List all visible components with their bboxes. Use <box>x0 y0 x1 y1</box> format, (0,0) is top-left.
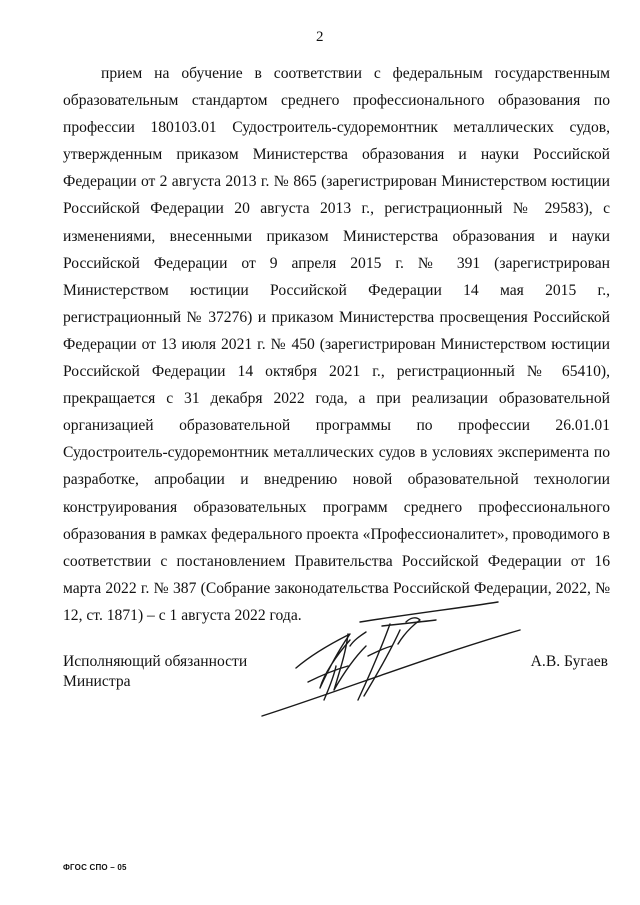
signatory-title-line2: Министра <box>63 673 131 690</box>
body-text <box>63 60 610 629</box>
handwritten-signature-icon <box>250 596 530 721</box>
footer-code: ФГОС СПО – 05 <box>63 863 127 872</box>
signatory-title <box>63 652 247 692</box>
signatory-title-line1: Исполняющий обязанности <box>63 653 248 670</box>
main-paragraph: прием на обучение в соответствии с федеральным государственным образовательным стандартом среднего профессионального образования по профессии 180103.01 Судостроитель-судоремонтник металлических судов, утвержденным приказом Министерства образования и науки Российской Федерации от 2 августа 2013 г. № 865 (зарегистрирован Министерством юстиции Российской Федерации 20 августа 2013 г., регистрационный № 29583), с изменениями, внесенными приказом Министерства образования и науки Российской Федерации от 9 апреля 2015 г. № 391 (зарегистрирован Министерством юстиции Российской Федерации 14 мая 2015 г., регистрационный № 37276) и приказом Министерства просвещения Российской Федерации от 13 июля 2021 г. № 450 (зарегистрирован Министерством юстиции Российской Федерации 14 октября 2021 г., регистрационный № 65410), прекращается с 31 декабря 2022 года, а при реализации образовательной организацией образовательной программы по профессии 26.01.01 Судостроитель-судоремонтник металлических судов в условиях эксперимента по разработке, апробации и внедрению новой образовательной технологии конструирования образовательных программ среднего профессионального образования в рамках федерального проекта «Профессионалитет», проводимого в соответствии с постановлением Правительства Российской Федерации от 16 марта 2022 г. № 387 (Собрание законодательства Российской Федерации, 2022, № 12, ст. 1871) – с 1 августа 2022 года. <box>63 65 610 624</box>
signatory-name: А.В. Бугаев <box>530 653 608 670</box>
page-number: 2 <box>316 29 324 45</box>
